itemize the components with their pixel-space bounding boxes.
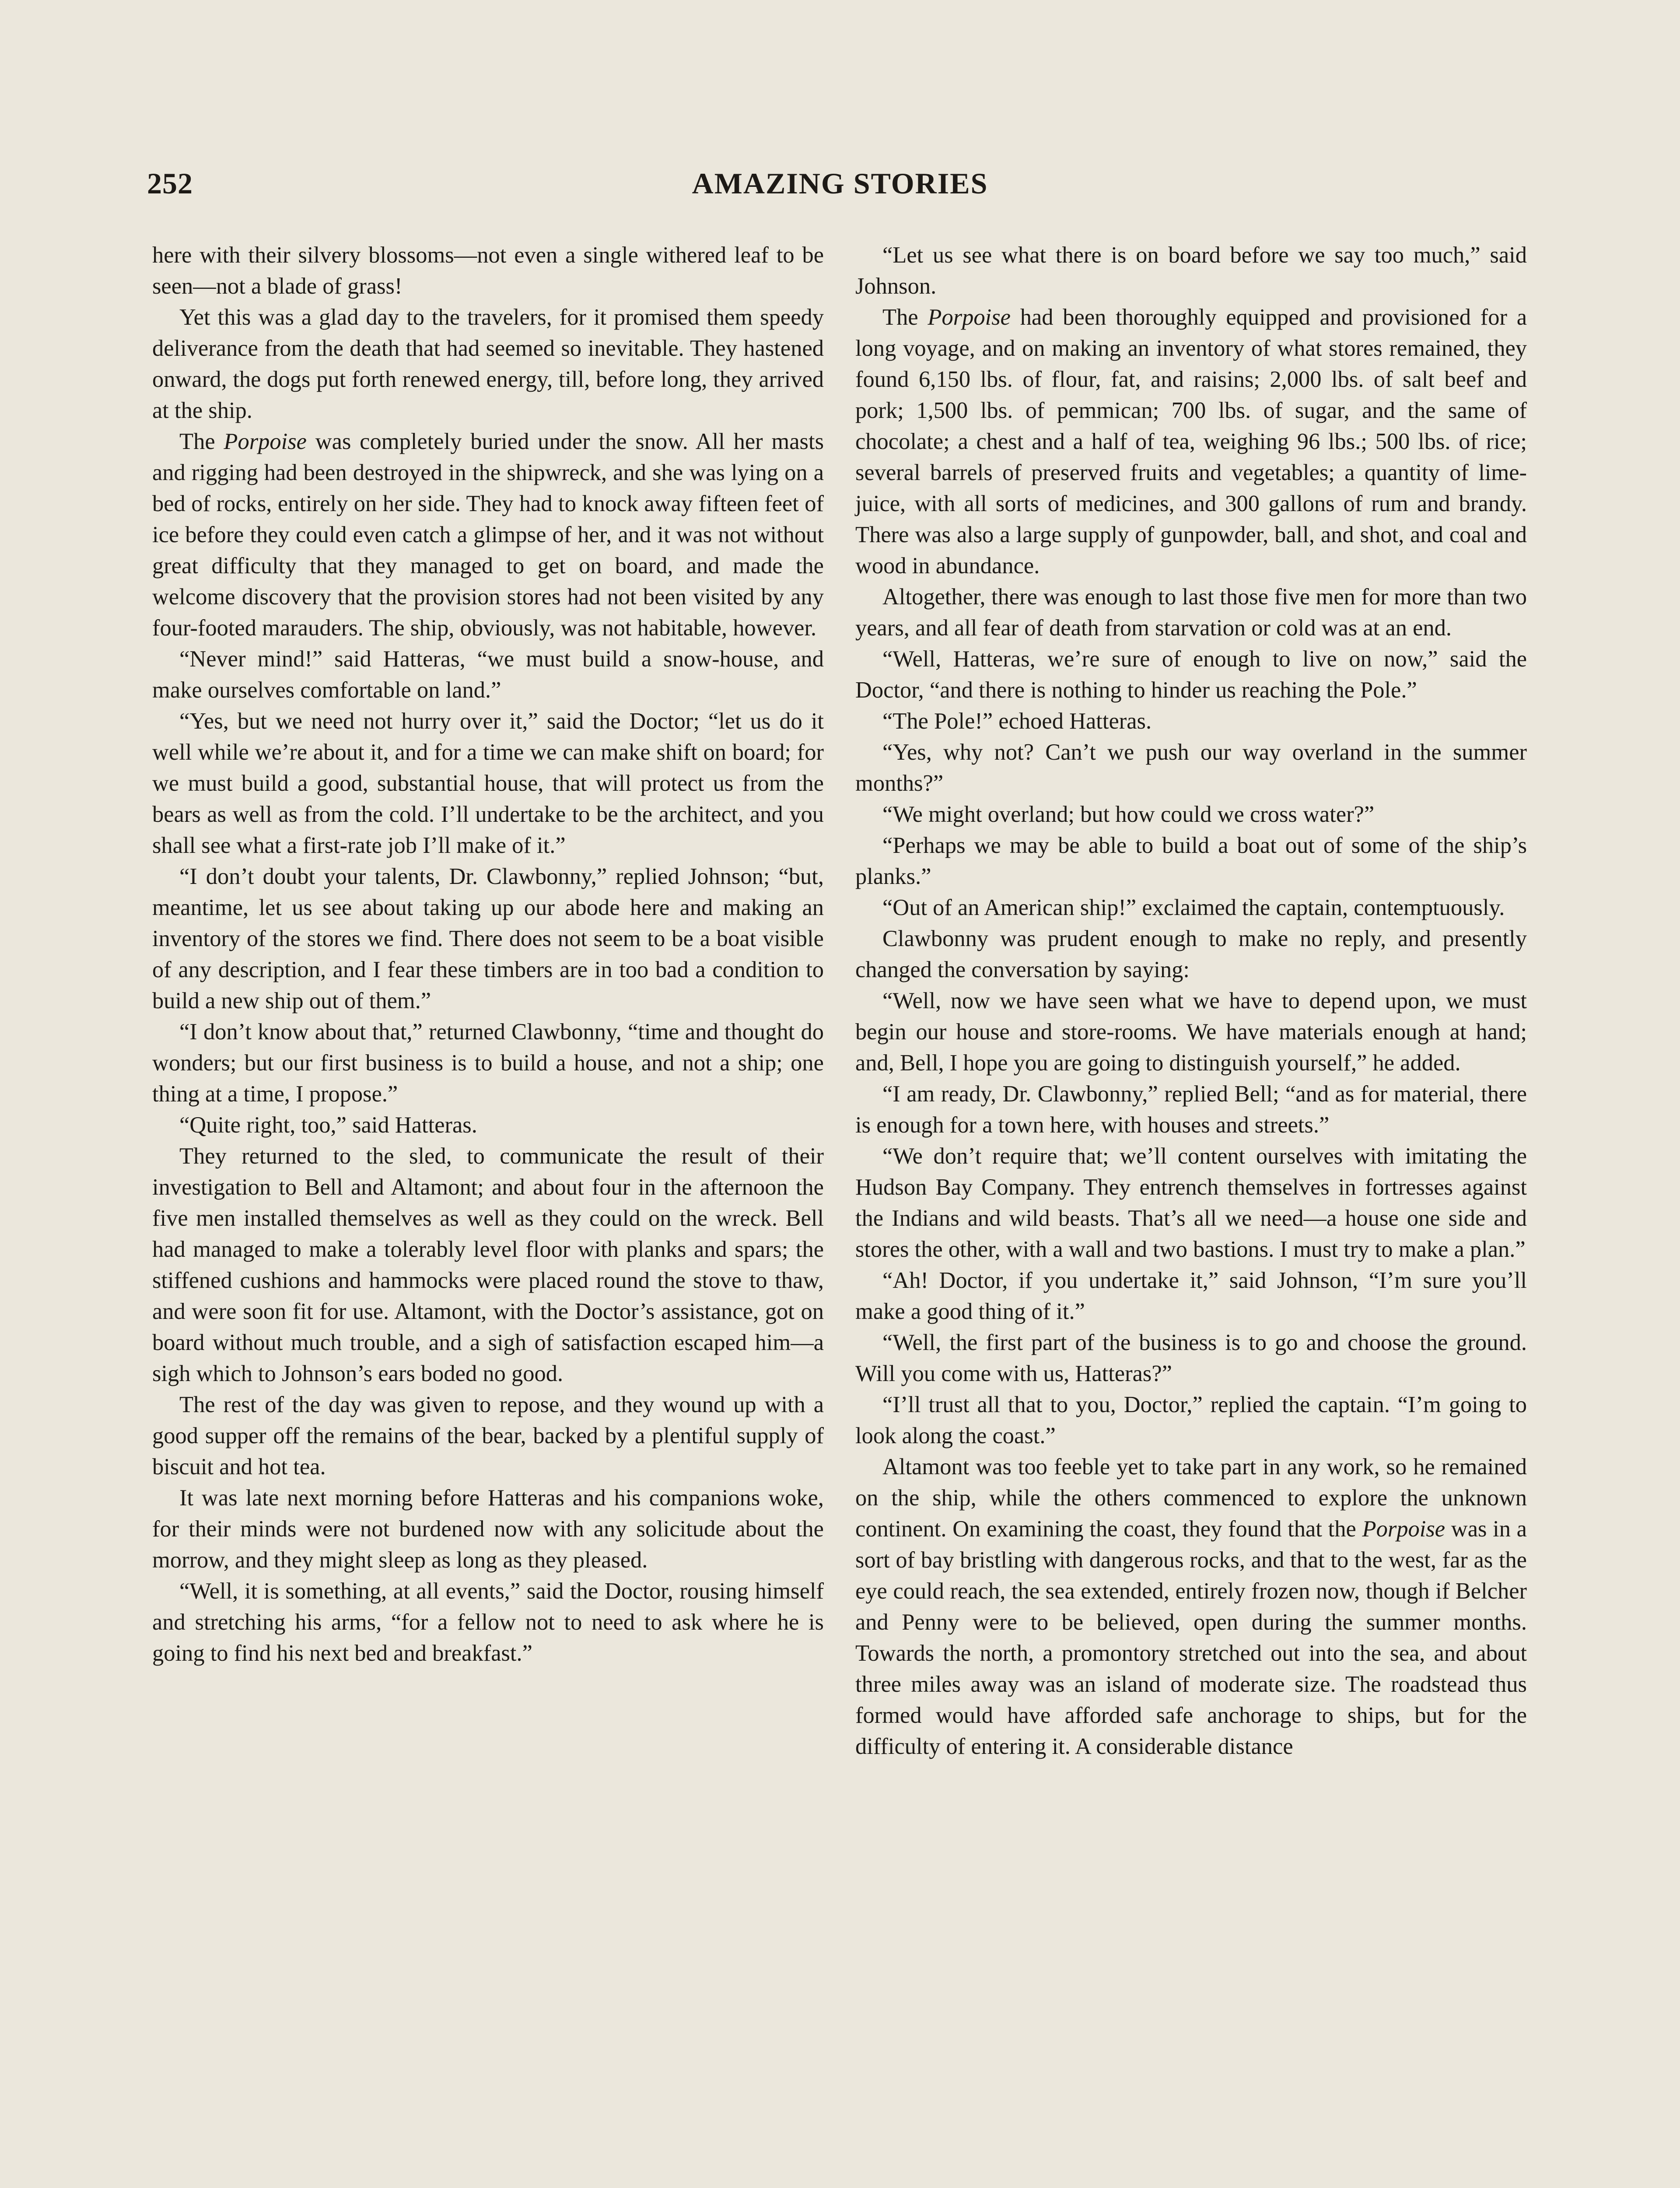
paragraph: The rest of the day was given to repose, and they wound up with a good supper off the remains of the bear, backed by a plentiful supply of biscuit and hot tea. [152, 1392, 824, 1480]
paragraph: “We might overland; but how could we cross water?” [882, 802, 1375, 827]
right-column [855, 240, 1527, 1762]
paragraph: “The Pole!” echoed Hatteras. [882, 708, 1152, 734]
paragraph: “Yes, but we need not hurry over it,” said the Doctor; “let us do it well while we’re about it, and for a time we can make shift on board; for we must build a good, substantial house, that will protect us from the bears as well as from the cold. I’ll undertake to be the architect, and you shall see what a first-rate job I’ll make of it.” [152, 708, 824, 858]
paragraph: “We don’t require that; we’ll content ourselves with imitating the Hudson Bay Company. They entrench themselves in fortresses against the Indians and wild beasts. That’s all we need—a house one side and stores the other, with a wall and two bastions. I must try to make a plan.” [855, 1143, 1527, 1262]
paragraph: The Porpoise was completely buried under the snow. All her masts and rigging had been destroyed in the shipwreck, and she was lying on a bed of rocks, entirely on her side. They had to knock away fifteen feet of ice before they could even catch a glimpse of her, and it was not without great difficulty that they managed to get on board, and made the welcome discovery that the provision stores had not been visited by any four-footed marauders. The ship, obviously, was not habitable, however. [152, 429, 824, 641]
paragraph: “Perhaps we may be able to build a boat out of some of the ship’s planks.” [855, 833, 1527, 889]
paragraph: “Out of an American ship!” exclaimed the captain, contemptuously. [882, 895, 1505, 920]
paragraph: “Quite right, too,” said Hatteras. [179, 1112, 477, 1138]
paragraph: “I’ll trust all that to you, Doctor,” replied the captain. “I’m going to look along the coast.” [855, 1392, 1527, 1448]
paragraph: Clawbonny was prudent enough to make no reply, and presently changed the conversation by saying: [855, 926, 1527, 982]
ship-name: Porpoise [1362, 1516, 1446, 1542]
magazine-title: AMAZING STORIES [692, 167, 988, 200]
ship-name: Porpoise [224, 429, 307, 454]
page-number: 252 [147, 167, 193, 200]
paragraph: “Never mind!” said Hatteras, “we must build a snow-house, and make ourselves comfortable on land.” [152, 646, 824, 703]
paragraph: It was late next morning before Hatteras and his companions woke, for their minds were not burdened now with any solicitude about the morrow, and they might sleep as long as they pleased. [152, 1485, 824, 1573]
paragraph: They returned to the sled, to communicate the result of their investigation to Bell and Altamont; and about four in the afternoon the five men installed themselves as well as they could on the wreck. Bell had managed to make a tolerably level floor with planks and spars; the stiffened cushions and hammocks were placed round the stove to thaw, and were soon fit for use. Altamont, with the Doctor’s assistance, got on board without much trouble, and a sigh of satisfaction escaped him—a sigh which to Johnson’s ears boded no good. [152, 1143, 824, 1386]
paragraph: here with their silvery blossoms—not even a single withered leaf to be seen—not a blade of grass! [152, 242, 824, 299]
paragraph: Altogether, there was enough to last those five men for more than two years, and all fear of death from starvation or cold was at an end. [855, 584, 1527, 641]
paragraph: “Well, the first part of the business is to go and choose the ground. Will you come with us, Hatteras?” [855, 1330, 1527, 1386]
paragraph: The Porpoise had been thoroughly equipped and provisioned for a long voyage, and on making an inventory of what stores remained, they found 6,150 lbs. of flour, fat, and raisins; 2,000 lbs. of salt beef and pork; 1,500 lbs. of pemmican; 700 lbs. of sugar, and the same of chocolate; a chest and a half of tea, weighing 96 lbs.; 500 lbs. of rice; several barrels of preserved fruits and vegetables; a quantity of lime-juice, with all sorts of medicines, and 300 gallons of rum and brandy. There was also a large supply of gunpowder, ball, and shot, and coal and wood in abundance. [855, 305, 1527, 579]
left-column [152, 240, 824, 1669]
paragraph: “Yes, why not? Can’t we push our way overland in the summer months?” [855, 740, 1527, 796]
paragraph: “Well, Hatteras, we’re sure of enough to live on now,” said the Doctor, “and there is nothing to hinder us reaching the Pole.” [855, 646, 1527, 703]
paragraph: “Well, now we have seen what we have to depend upon, we must begin our house and store-rooms. We have materials enough at hand; and, Bell, I hope you are going to distinguish yourself,” he added. [855, 988, 1527, 1076]
paragraph: “I don’t doubt your talents, Dr. Clawbonny,” replied Johnson; “but, meantime, let us see about taking up our abode here and making an inventory of the stores we find. There does not seem to be a boat visible of any description, and I fear these timbers are in too bad a condition to build a new ship out of them.” [152, 864, 824, 1013]
paragraph: “Ah! Doctor, if you undertake it,” said Johnson, “I’m sure you’ll make a good thing of it.” [855, 1268, 1527, 1324]
ship-name: Porpoise [928, 305, 1011, 330]
paragraph: “I don’t know about that,” returned Clawbonny, “time and thought do wonders; but our first business is to build a house, and not a ship; one thing at a time, I propose.” [152, 1019, 824, 1107]
paragraph: Altamont was too feeble yet to take part in any work, so he remained on the ship, while the others commenced to explore the unknown continent. On examining the coast, they found that the Porpoise was in a sort of bay bristling with dangerous rocks, and that to the west, far as the eye could reach, the sea extended, entirely frozen now, though if Belcher and Penny were to be believed, open during the summer months. Towards the north, a promontory stretched out into the sea, and about three miles away was an island of moderate size. The roadstead thus formed would have afforded safe anchorage to ships, but for the difficulty of entering it. A considerable distance [855, 1454, 1527, 1759]
paragraph: “Well, it is something, at all events,” said the Doctor, rousing himself and stretching his arms, “for a fellow not to need to ask where he is going to find his next bed and breakfast.” [152, 1578, 824, 1666]
paragraph: “Let us see what there is on board before we say too much,” said Johnson. [855, 242, 1527, 299]
paragraph: “I am ready, Dr. Clawbonny,” replied Bell; “and as for material, there is enough for a town here, with houses and streets.” [855, 1081, 1527, 1138]
paragraph: Yet this was a glad day to the travelers, for it promised them speedy deliverance from the death that had seemed so inevitable. They hastened onward, the dogs put forth renewed energy, till, before long, they arrived at the ship. [152, 305, 824, 423]
